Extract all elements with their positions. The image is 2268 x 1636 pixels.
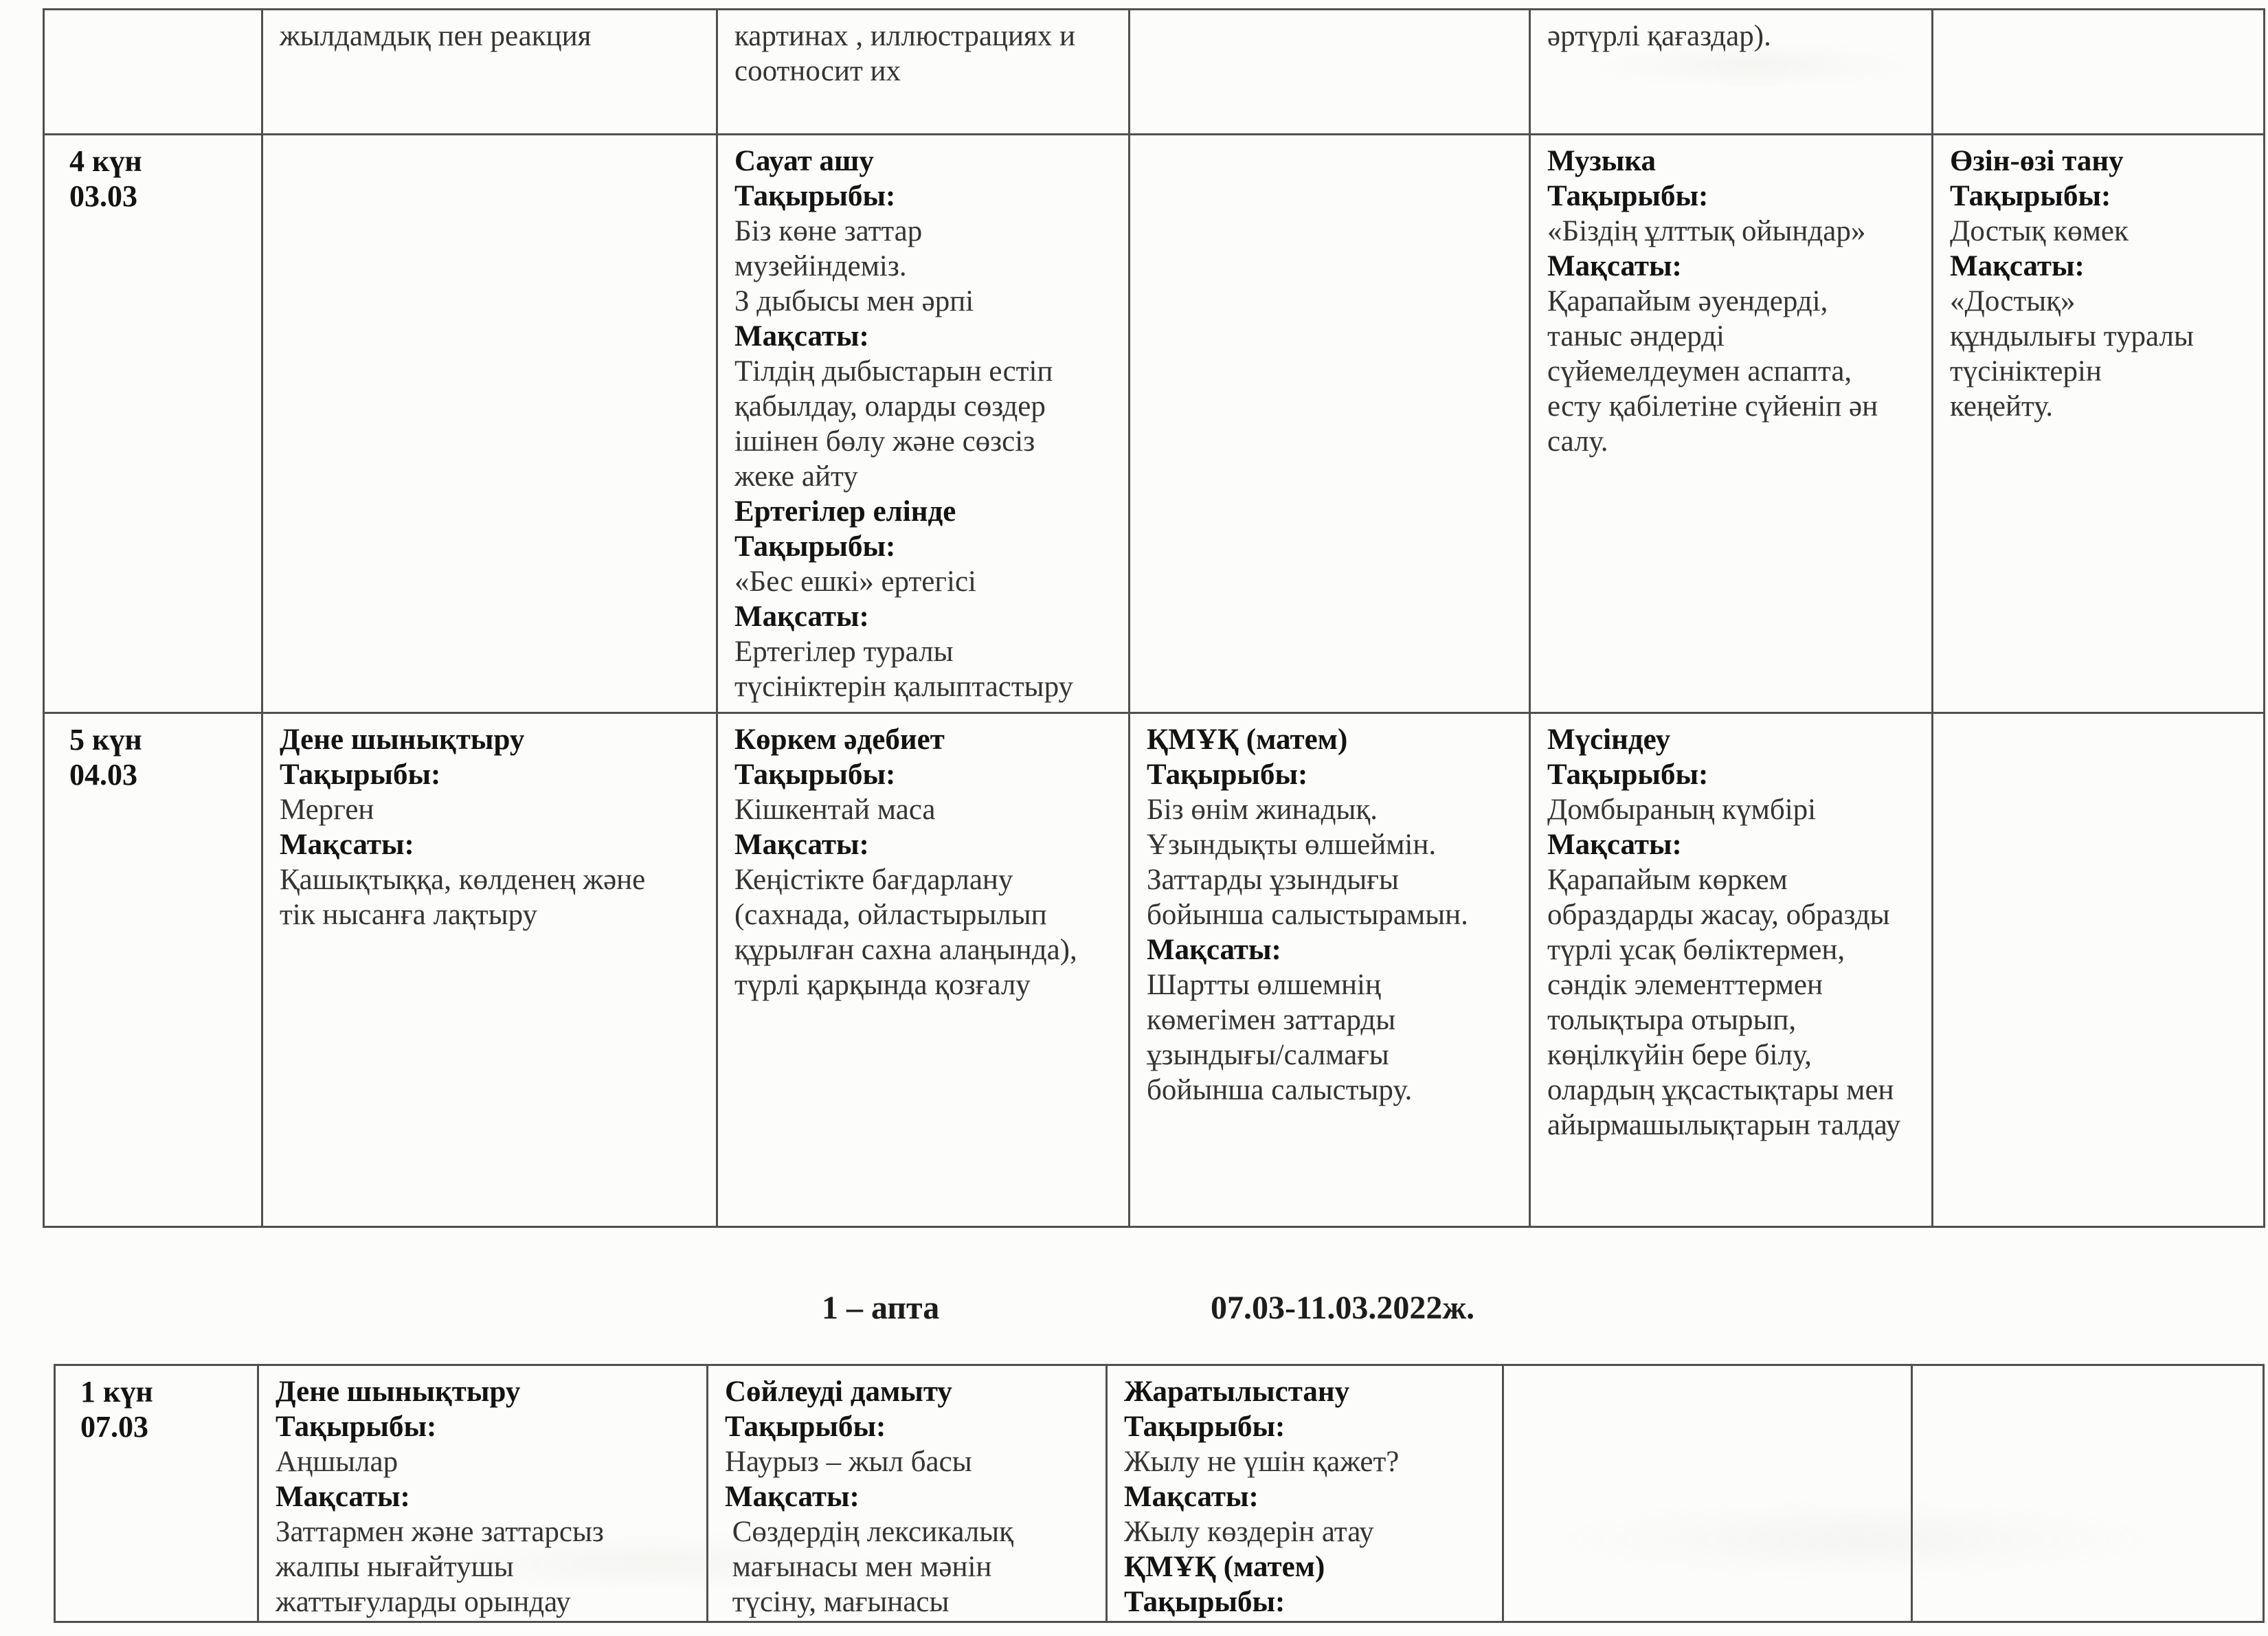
text-line: Қашықтыққа, көлденең және — [280, 864, 646, 896]
table-row-day-4 — [44, 135, 2265, 713]
text-line: Шартты өлшемнің — [1147, 969, 1381, 1001]
text-line: Тілдің дыбыстарын естіп — [734, 355, 1053, 388]
cell-ozin-ozi-tanu — [1933, 135, 2265, 713]
text-line: Жаратылыстану — [1124, 1376, 1350, 1408]
day-cell-4-kun — [44, 135, 262, 713]
cell-empty — [1933, 10, 2265, 135]
text-line: Ұзындықты өлшеймін. — [1147, 829, 1437, 861]
text-line: толықтыра отырып, — [1547, 1004, 1797, 1036]
text-line: Жылу көздерін атау — [1124, 1516, 1374, 1548]
text-line: Сөздердің лексикалық — [725, 1516, 1014, 1548]
cell-muzyka — [1530, 135, 1933, 713]
text-line: құндылығы туралы — [1950, 320, 2194, 352]
cell-qmuq-matem — [1130, 713, 1530, 1227]
cell-empty — [1130, 10, 1530, 135]
day-cell-1-kun — [55, 1365, 258, 1622]
text-line: Мақсаты: — [734, 601, 869, 633]
cell-pictures-illustrations-continued — [717, 10, 1130, 135]
text-line: Заттармен және заттарсыз — [276, 1516, 604, 1548]
cell-empty — [262, 135, 717, 713]
text-line: ҚМҰҚ (матем) — [1147, 724, 1348, 756]
text-line: Тақырыбы: — [725, 1411, 886, 1443]
text-line: 04.03 — [69, 758, 137, 792]
text-line: Қарапайым көркем — [1547, 864, 1788, 896]
text-line: олардың ұқсастықтары мен — [1547, 1074, 1894, 1106]
text-line: Ертегілер туралы — [734, 636, 954, 668]
text-line: Мақсаты: — [1950, 250, 2085, 282]
text-line: Тақырыбы: — [1147, 759, 1308, 791]
text-line: құрылған сахна алаңында), — [734, 934, 1077, 966]
text-line: түрлі ұсақ бөліктермен, — [1547, 934, 1845, 966]
text-line: сәндік элементтермен — [1547, 969, 1823, 1001]
text-line: Мақсаты: — [725, 1481, 860, 1513]
scan-artifact — [412, 1532, 893, 1594]
day-cell-5-kun — [44, 713, 262, 1227]
cell-musindeu — [1530, 713, 1933, 1227]
text-line: Қарапайым әуендерді, — [1547, 285, 1828, 317]
text-line: Мақсаты: — [276, 1481, 410, 1513]
text-line: Музыка — [1547, 145, 1656, 177]
text-line: Тақырыбы: — [280, 759, 441, 791]
text-line: түсіну, мағынасы — [725, 1586, 950, 1618]
text-line: түрлі қарқында қозғалу — [734, 969, 1031, 1001]
text-line: Кішкентай маса — [734, 794, 936, 826]
text-line: 4 күн — [69, 144, 142, 178]
week-heading — [0, 1289, 2268, 1338]
text-line: Мақсаты: — [734, 320, 869, 352]
weekly-plan-table-previous — [43, 8, 2265, 1228]
text-line: «Достық» — [1950, 285, 2076, 317]
cell-zharatylystanu-qmuq — [1107, 1365, 1503, 1622]
text-line: Домбыраның күмбірі — [1547, 794, 1817, 826]
scan-artifact — [1546, 1498, 2164, 1580]
text-line: кеңейту. — [1950, 390, 2054, 423]
text-line: 03.03 — [69, 179, 137, 213]
text-line: Мақсаты: — [1547, 250, 1682, 282]
text-line: Тақырыбы: — [1950, 180, 2111, 212]
weekly-plan-table-current — [54, 1364, 2265, 1623]
text-line: Мақсаты: — [1124, 1481, 1259, 1513]
text-line: бойынша салыстырамын. — [1147, 899, 1468, 931]
text-line: таныс әндерді — [1547, 320, 1725, 352]
week-date-range: 07.03-11.03.2022ж. — [1211, 1290, 1475, 1326]
text-line: Біз көне заттар — [734, 215, 923, 247]
text-line: Мақсаты: — [280, 829, 414, 861]
table-row-day-1 — [55, 1365, 2264, 1622]
cell-empty — [1503, 1365, 1912, 1622]
text-line: Мақсаты: — [1547, 829, 1682, 861]
cell-empty — [1933, 713, 2265, 1227]
text-line: Тақырыбы: — [734, 759, 896, 791]
text-line: әртүрлі қағаздар). — [1547, 20, 1771, 52]
text-line: Ертегілер елінде — [734, 495, 956, 528]
text-line: ішінен бөлу және сөзсіз — [734, 425, 1035, 458]
text-line: Тақырыбы: — [1124, 1586, 1285, 1618]
text-line: 5 күн — [69, 723, 142, 757]
text-line: З дыбысы мен әрпі — [734, 285, 974, 317]
text-line: Тақырыбы: — [734, 530, 896, 563]
cell-korkem-adebiet — [717, 713, 1130, 1227]
text-line: түсініктерін — [1950, 355, 2102, 388]
text-line: Тақырыбы: — [1124, 1411, 1285, 1443]
text-line: Сөйлеуді дамыту — [725, 1376, 952, 1408]
text-line: бойынша салыстыру. — [1147, 1074, 1413, 1106]
day-cell-empty — [44, 10, 262, 135]
text-line: 1 күн — [80, 1375, 153, 1409]
text-line: Тақырыбы: — [734, 180, 896, 212]
text-line: образдарды жасау, образды — [1547, 899, 1890, 931]
text-line: Тақырыбы: — [276, 1411, 437, 1443]
table-row-continuation — [44, 10, 2265, 135]
text-line: түсініктерін қалыптастыру — [734, 671, 1074, 703]
text-line: Жылу не үшін қажет? — [1124, 1446, 1400, 1478]
text-line: Мақсаты: — [734, 829, 869, 861]
text-line: Көркем әдебиет — [734, 724, 945, 756]
text-line: есту қабілетіне сүйеніп ән — [1547, 390, 1878, 423]
text-line: айырмашылықтарын талдау — [1547, 1109, 1901, 1141]
text-line: ұзындығы/салмағы — [1147, 1039, 1389, 1071]
text-line: «Біздің ұлттық ойындар» — [1547, 215, 1866, 247]
text-line: Дене шынықтыру — [280, 724, 525, 756]
text-line: музейіндеміз. — [734, 250, 907, 282]
text-line: соотносит их — [734, 55, 901, 87]
cell-speed-reaction-continued — [262, 10, 717, 135]
text-line: Мерген — [280, 794, 374, 826]
text-line: Тақырыбы: — [1547, 759, 1709, 791]
text-line: Аңшылар — [276, 1446, 398, 1478]
text-line: тік нысанға лақтыру — [280, 899, 538, 931]
text-line: мағынасы мен мәнін — [725, 1551, 992, 1583]
scan-artifact — [1580, 41, 1924, 89]
text-line: Мақсаты: — [1147, 934, 1281, 966]
week-number-label: 1 – апта — [822, 1290, 940, 1326]
text-line: Кеңістікте бағдарлану — [734, 864, 1013, 896]
text-line: Наурыз – жыл басы — [725, 1446, 972, 1478]
text-line: салу. — [1547, 425, 1608, 458]
text-line: (сахнада, ойластырылып — [734, 899, 1047, 931]
text-line: картинах , иллюстрациях и — [734, 20, 1076, 52]
text-line: жылдамдық пен реакция — [280, 20, 592, 52]
cell-empty — [1130, 135, 1530, 713]
text-line: ҚМҰҚ (матем) — [1124, 1551, 1325, 1583]
text-line: Мүсіндеу — [1547, 724, 1671, 756]
text-line: сүйемелдеумен аспапта, — [1547, 355, 1852, 388]
text-line: жеке айту — [734, 460, 858, 493]
text-line: жаттығуларды орындау — [276, 1586, 571, 1618]
cell-dene-shynyqtyru — [262, 713, 717, 1227]
table-row-day-5 — [44, 713, 2265, 1227]
text-line: көмегімен заттарды — [1147, 1004, 1396, 1036]
cell-empty — [1912, 1365, 2264, 1622]
text-line: қабылдау, оларды сөздер — [734, 390, 1046, 423]
text-line: көңілкүйін бере білу, — [1547, 1039, 1812, 1071]
text-line: Достық көмек — [1950, 215, 2129, 247]
text-line: «Бес ешкі» ертегісі — [734, 565, 976, 598]
text-line: Сауат ашу — [734, 145, 874, 177]
cell-sauat-ashu-ertegiler — [717, 135, 1130, 713]
text-line: Заттарды ұзындығы — [1147, 864, 1399, 896]
text-line: жалпы нығайтушы — [276, 1551, 514, 1583]
text-line: Өзін-өзі тану — [1950, 145, 2124, 177]
text-line: 07.03 — [80, 1410, 148, 1444]
text-line: Біз өнім жинадық. — [1147, 794, 1378, 826]
text-line: Дене шынықтыру — [276, 1376, 521, 1408]
text-line: Тақырыбы: — [1547, 180, 1709, 212]
